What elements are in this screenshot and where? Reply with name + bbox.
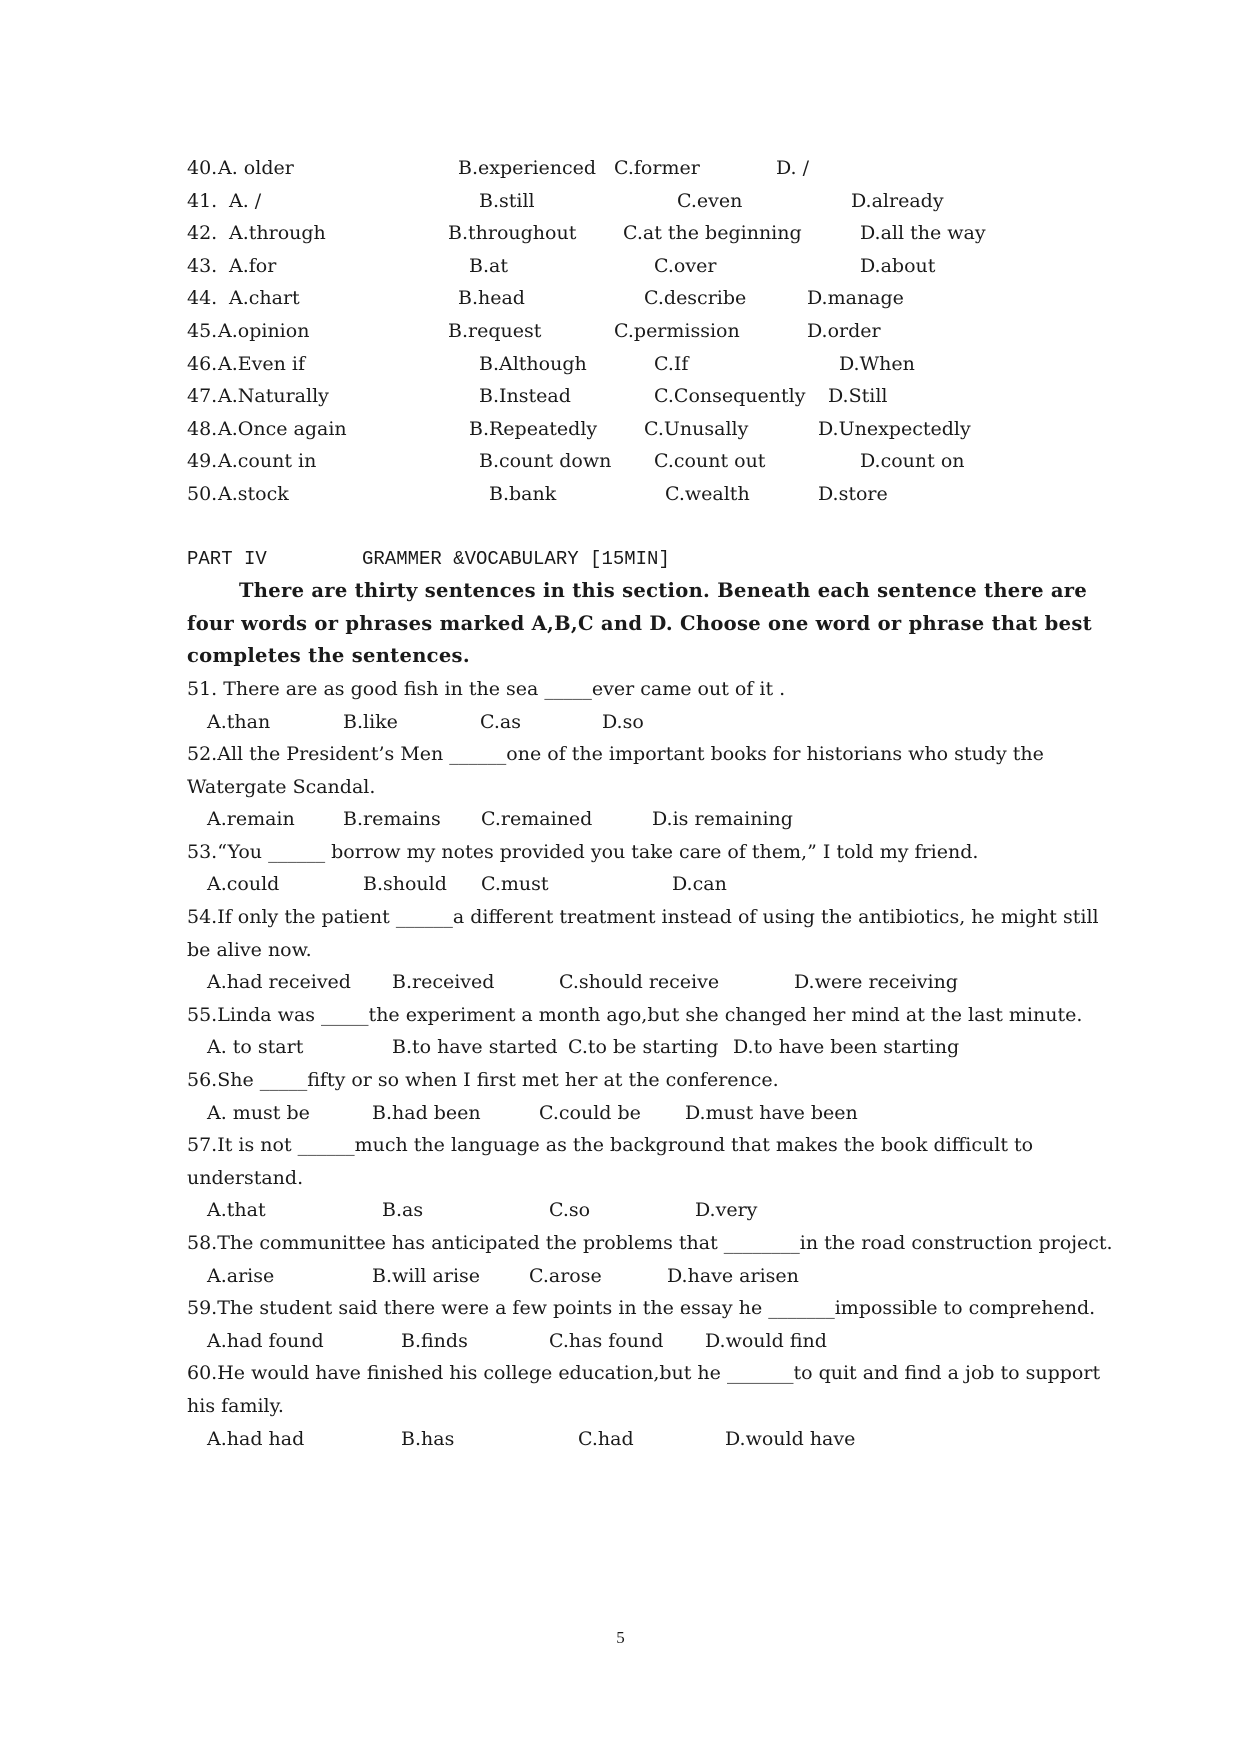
option-b: B.finds (401, 1329, 468, 1352)
option-d: D. / (776, 157, 810, 179)
option-d: D.Still (828, 385, 888, 408)
option-b: B.experienced (458, 157, 597, 179)
item-number: 46. (187, 352, 218, 375)
option-b: B.still (479, 189, 535, 212)
option-c: C.to be starting (568, 1036, 719, 1059)
option-a: A.arise (207, 1264, 275, 1287)
option-a: A.stock (218, 482, 289, 505)
option-a: A.Even if (218, 352, 305, 375)
option-b: B.bank (489, 482, 557, 505)
question-item (187, 1064, 1117, 1129)
cloze-item-row (187, 282, 1117, 315)
question-item (187, 836, 1117, 901)
answer-options (187, 706, 1117, 739)
option-b: B.Instead (479, 385, 571, 408)
option-c: C.even (677, 189, 743, 212)
option-c: C.could be (539, 1101, 641, 1124)
option-c: C.remained (481, 808, 593, 831)
question-stem: 57.It is not ______much the language as the background that makes the book difficult to understand. (187, 1134, 1034, 1189)
cloze-item-row (187, 445, 1117, 478)
option-c: C.Consequently (654, 385, 806, 408)
question-stem: 60.He would have finished his college education,but he _______to quit and find a job to support his family. (187, 1362, 1101, 1417)
option-a: A.could (207, 873, 280, 896)
option-a: A.chart (229, 287, 300, 310)
answer-options (187, 1097, 1117, 1130)
option-d: D.about (860, 254, 936, 277)
option-d: D.have arisen (667, 1264, 799, 1287)
item-number: 47. (187, 385, 218, 408)
option-a: A. / (229, 189, 262, 212)
section-instructions: There are thirty sentences in this section. Beneath each sentence there are four words or phrases marked A,B,C and D. Choose one word or phrase that best completes the sentences. (187, 579, 1092, 668)
item-number: 48. (187, 417, 218, 440)
option-b: B.had been (372, 1101, 481, 1124)
page-content (187, 152, 1117, 1455)
item-number: 41. (187, 189, 218, 212)
option-c: C.permission (614, 319, 740, 342)
cloze-options-list (187, 152, 1117, 511)
option-c: C.If (654, 352, 689, 375)
item-number: 49. (187, 450, 218, 473)
question-stem: 53.“You ______ borrow my notes provided you take care of them,” I told my friend. (187, 840, 979, 863)
option-d: D.to have been starting (733, 1036, 960, 1059)
question-item (187, 999, 1117, 1064)
option-d: D.already (851, 189, 944, 212)
option-d: D.so (602, 710, 644, 733)
option-c: C.at the beginning (623, 222, 802, 245)
option-a: A. older (218, 157, 294, 179)
option-c: C.arose (529, 1264, 602, 1287)
option-c: C.must (481, 873, 549, 896)
option-c: C.had (578, 1427, 634, 1450)
cloze-item-row (187, 217, 1117, 250)
option-c: C.count out (654, 450, 766, 473)
option-b: B.request (448, 319, 542, 342)
option-a: A.had had (207, 1427, 305, 1450)
option-a: A.that (207, 1199, 266, 1222)
option-a: A.for (229, 254, 277, 277)
item-number: 40. (187, 157, 218, 179)
cloze-item-row (187, 250, 1117, 283)
option-d: D.count on (860, 450, 965, 473)
cloze-item-row (187, 380, 1117, 413)
cloze-item-row (187, 348, 1117, 381)
option-a: A.Once again (218, 417, 347, 440)
question-stem: 55.Linda was _____the experiment a month ago,but she changed her mind at the last minute. (187, 1003, 1083, 1026)
option-a: A.had found (207, 1329, 324, 1352)
option-d: D.manage (807, 287, 904, 310)
cloze-item-row (187, 152, 1117, 185)
item-number: 42. (187, 222, 218, 245)
question-item (187, 901, 1117, 999)
option-b: B.like (343, 710, 398, 733)
question-stem: 56.She _____fifty or so when I first met her at the conference. (187, 1069, 779, 1092)
option-a: A.opinion (218, 319, 310, 342)
option-c: C.should receive (559, 971, 720, 994)
option-d: D.were receiving (794, 971, 958, 994)
option-d: D.all the way (860, 222, 986, 245)
cloze-item-row (187, 315, 1117, 348)
option-c: C.Unusally (644, 417, 749, 440)
question-item (187, 1292, 1117, 1357)
option-a: A.had received (207, 971, 351, 994)
option-b: B.will arise (372, 1264, 481, 1287)
cloze-item-row (187, 413, 1117, 446)
option-b: B.received (392, 971, 495, 994)
answer-options (187, 1423, 1117, 1456)
option-b: B.at (469, 254, 508, 277)
question-stem: 52.All the President’s Men ______one of the important books for historians who study the Watergate Scandal. (187, 743, 1044, 798)
option-d: D.order (807, 319, 881, 342)
item-number: 43. (187, 254, 218, 277)
option-b: B.Although (479, 352, 587, 375)
part-title: GRAMMER &VOCABULARY [15MIN] (362, 547, 670, 570)
option-d: D.would have (725, 1427, 856, 1450)
option-b: B.to have started (392, 1036, 558, 1059)
part-heading (187, 543, 1117, 576)
answer-options (187, 868, 1117, 901)
question-item (187, 738, 1117, 836)
option-d: D.When (839, 352, 915, 375)
option-d: D.can (672, 873, 727, 896)
cloze-item-row (187, 185, 1117, 218)
option-b: B.has (401, 1427, 455, 1450)
option-b: B.count down (479, 450, 612, 473)
option-a: A.Naturally (218, 385, 329, 408)
option-d: D.Unexpectedly (818, 417, 971, 440)
answer-options (187, 1194, 1117, 1227)
option-a: A. to start (207, 1036, 304, 1059)
item-number: 44. (187, 287, 218, 310)
option-d: D.store (818, 482, 888, 505)
cloze-item-row (187, 478, 1117, 511)
option-c: C.former (614, 157, 700, 179)
option-a: A. must be (207, 1101, 310, 1124)
question-stem: 59.The student said there were a few points in the essay he _______impossible to comprehend. (187, 1297, 1096, 1320)
page-number: 5 (616, 1628, 625, 1647)
item-number: 50. (187, 482, 218, 505)
option-b: B.Repeatedly (469, 417, 598, 440)
option-c: C.has found (549, 1329, 664, 1352)
question-stem: 54.If only the patient ______a different treatment instead of using the antibiotics, he might still be alive now. (187, 906, 1099, 961)
answer-options (187, 1031, 1117, 1064)
answer-options (187, 966, 1117, 999)
option-c: C.describe (644, 287, 747, 310)
question-stem: 51. There are as good fish in the sea _____ever came out of it . (187, 677, 786, 700)
answer-options (187, 1325, 1117, 1358)
answer-options (187, 803, 1117, 836)
part-number: PART IV (187, 547, 267, 570)
question-stem: 58.The communittee has anticipated the problems that ________in the road construction project. (187, 1232, 1113, 1254)
option-b: B.throughout (448, 222, 577, 245)
option-a: A.count in (218, 450, 317, 473)
option-c: C.over (654, 254, 717, 277)
option-a: A.remain (207, 808, 295, 831)
option-d: D.is remaining (652, 808, 793, 831)
option-b: B.remains (343, 808, 441, 831)
option-c: C.wealth (665, 482, 750, 505)
option-b: B.head (458, 287, 525, 310)
question-item (187, 673, 1117, 738)
option-d: D.very (695, 1199, 758, 1222)
option-d: D.must have been (685, 1101, 858, 1124)
question-item (187, 1227, 1117, 1292)
item-number: 45. (187, 319, 218, 342)
question-item (187, 1357, 1117, 1455)
option-a: A.than (207, 710, 271, 733)
question-item (187, 1129, 1117, 1227)
option-b: B.as (382, 1199, 424, 1222)
question-list (187, 673, 1117, 1455)
answer-options (187, 1260, 1117, 1293)
option-b: B.should (363, 873, 447, 896)
option-a: A.through (229, 222, 326, 245)
option-c: C.as (480, 710, 521, 733)
option-d: D.would find (705, 1329, 827, 1352)
option-c: C.so (549, 1199, 591, 1222)
